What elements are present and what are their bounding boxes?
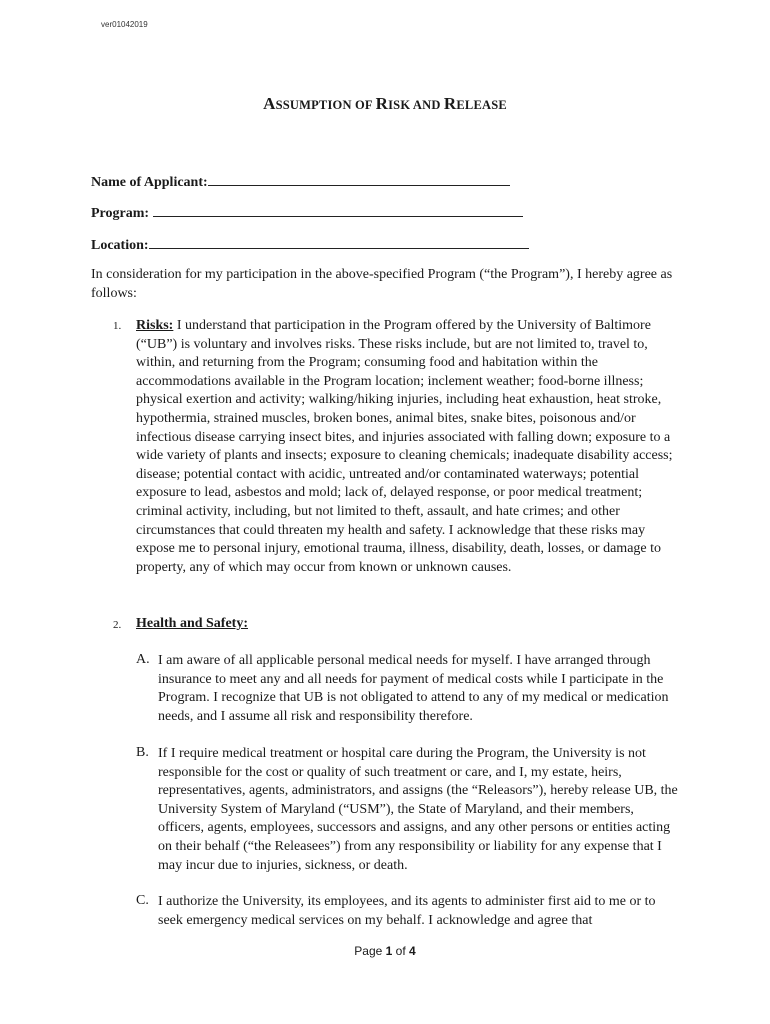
subsection-a-text: I am aware of all applicable personal medical needs for myself. I have arranged through insurance to meet any and all needs for payment of medical costs while I participate in the Program. I recognize that UB is not obligated to attend to any of my medical or medication needs, and I assume all risk and responsibility therefore. bbox=[158, 653, 669, 724]
health-safety-heading-wrap bbox=[136, 615, 681, 634]
applicant-label: Name of Applicant: bbox=[91, 175, 208, 190]
title-letter: A bbox=[263, 94, 276, 113]
sub-letter: A. bbox=[136, 652, 150, 667]
title-text: SSUMPTION OF bbox=[275, 98, 376, 112]
page-word: Page bbox=[354, 944, 386, 958]
risks-paragraph bbox=[136, 317, 681, 577]
title-letter: R bbox=[443, 94, 457, 113]
location-input-line[interactable] bbox=[149, 235, 529, 249]
program-field bbox=[91, 203, 523, 222]
item-number: 2. bbox=[113, 619, 122, 631]
location-field bbox=[91, 235, 529, 254]
page-footer bbox=[0, 944, 770, 958]
subsection-c-text: I authorize the University, its employees, and its agents to administer first aid to me or to seek emergency medical services on my behalf. I acknowledge and agree that bbox=[158, 894, 656, 928]
subsection-b-text: If I require medical treatment or hospital care during the Program, the University is not responsible for the cost or quality of such treatment or care, and I, my estate, heirs, representatives, agents, administrators, and assigns (the “Releasors”), hereby release UB, the University System of Maryland (“USM”), the State of Maryland, and their members, officers, agents, employees, successors and assigns, and any other persons or entities acting on their behalf (“the Releasees”) from any responsibility or liability for any expense that I may incur due to injuries, sickness, or death. bbox=[158, 746, 678, 873]
intro-paragraph: In consideration for my participation in the above-specified Program (“the Program”), I hereby agree as follows: bbox=[91, 267, 673, 301]
item-number: 1. bbox=[113, 320, 122, 332]
page-current: 1 bbox=[385, 944, 393, 958]
applicant-field bbox=[91, 172, 510, 191]
risks-text: I understand that participation in the Program offered by the University of Baltimore (“UB”) is voluntary and involves risks. These risks include, but are not limited to, travel to, within, and returning from the Program; consuming food and habitation within the accommodations available in the Program location; inclement weather; food-borne illness; physical exertion and activity; walking/hiking injuries, including heat exhaustion, heat stroke, hypothermia, strained muscles, broken bones, animal bites, snake bites, poisonous and/or infectious disease carrying insect bites, and injuries associated with falling down; exposure to a wide variety of plants and insects; exposure to cleaning chemicals; inadequate disability access; disease; potential contact with acidic, untreated and/or contaminated waterways; potential exposure to lead, asbestos and mold; lack of, delayed response, or poor medical treatment; criminal activity, including, but not limited to theft, assault, and hate crimes; and other circumstances that could threaten my health and safety. I acknowledge that these risks may expose me to personal injury, emotional trauma, illness, disability, death, losses, or damage to property, any of which may occur from known or unknown causes. bbox=[136, 318, 673, 575]
health-safety-heading: Health and Safety: bbox=[136, 616, 248, 631]
risks-heading: Risks: bbox=[136, 318, 174, 333]
title-text: ELEASE bbox=[456, 98, 507, 112]
program-label: Program: bbox=[91, 206, 153, 221]
title-letter: R bbox=[375, 94, 389, 113]
of-word: of bbox=[392, 944, 410, 958]
sub-letter: C. bbox=[136, 893, 149, 908]
title-text: ISK AND bbox=[388, 98, 444, 112]
version-code: ver01042019 bbox=[101, 20, 148, 29]
sub-letter: B. bbox=[136, 745, 149, 760]
program-input-line[interactable] bbox=[153, 203, 523, 217]
location-label: Location: bbox=[91, 238, 149, 253]
page-total: 4 bbox=[409, 944, 416, 958]
document-title bbox=[0, 94, 770, 114]
applicant-input-line[interactable] bbox=[208, 172, 510, 186]
